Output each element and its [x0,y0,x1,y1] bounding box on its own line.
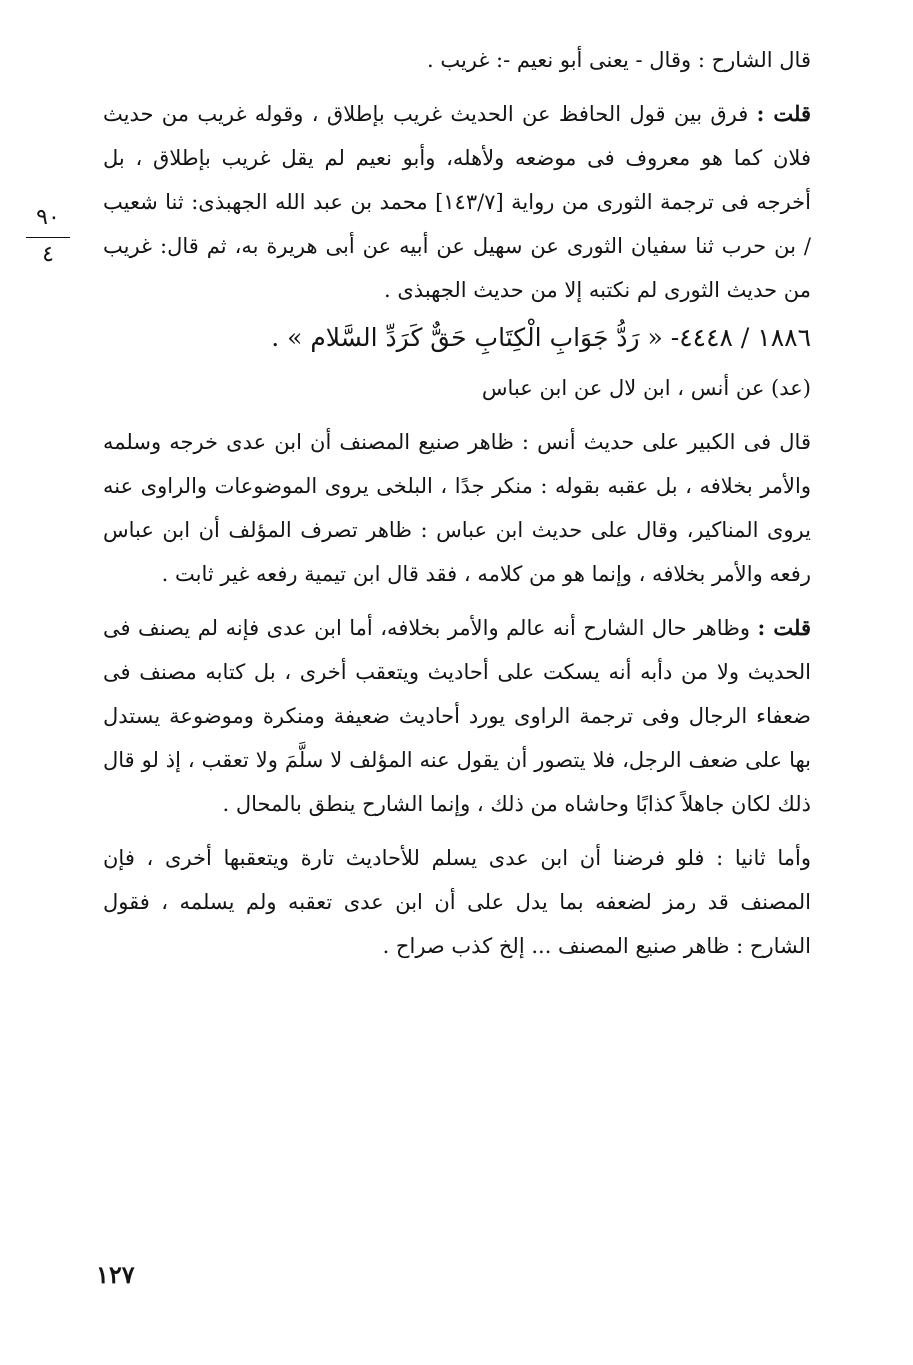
paragraph-3 [103,606,811,826]
hadith-sources: (عد) عن أنس ، ابن لال عن ابن عباس [481,376,811,400]
paragraph-4: وأما ثانيا : فلو فرضنا أن ابن عدى يسلم للأحاديث تارة ويتعقبها أخرى ، فإن المصنف قد رمز لضعفه بما يدل على أن ابن عدى تعقبه ولم يسلمه ، فقول الشارح : ظاهر صنيع المصنف ... إلخ كذب صراح . [103,846,811,958]
margin-ref-top: ٩٠ [36,205,60,230]
page-number: ١٢٧ [96,1260,135,1289]
margin-ref-divider [26,237,70,238]
main-text-top [103,38,811,968]
paragraph-1 [103,92,811,312]
paragraph-2: قال فى الكبير على حديث أنس : ظاهر صنيع المصنف أن ابن عدى خرجه وسلمه والأمر بخلافه ، بل عقبه بقوله : منكر جدًا ، البلخى يروى الموضوعات والراوى عنه يروى المناكير، وقال على حديث ابن عباس : ظاهر تصرف المؤلف أن ابن عباس رفعه والأمر بخلافه ، وإنما هو من كلامه ، فقد قال ابن تيمية رفعه غير ثابت . [103,430,811,586]
paragraph-3-lead: قلت : [757,615,811,640]
margin-ref-bottom: ٤ [42,242,54,267]
hadith-number: ١٨٨٦ / ٤٤٤٨- [670,323,811,352]
margin-volume-page-reference [18,205,78,268]
intro-line: قال الشارح : وقال - يعنى أبو نعيم -: غريب . [426,48,811,72]
paragraph-1-lead: قلت : [756,101,811,126]
hadith-heading [103,316,811,360]
hadith-text: « رَدُّ جَوَابِ الْكِتَابِ حَقٌّ كَرَدِّ السَّلام » . [271,323,663,352]
paragraph-1-body: فرق بين قول الحافظ عن الحديث غريب بإطلاق ، وقوله غريب من حديث فلان كما هو معروف فى موضعه ولأهله، وأبو نعيم لم يقل غريب بإطلاق ، بل أخرجه فى ترجمة الثورى من رواية [١٤٣/٧] محمد بن عبد الله الجهبذى: ثنا شعيب / بن حرب ثنا سفيان الثورى عن سهيل عن أبيه عن أبى هريرة به، ثم قال: غريب من حديث الثورى لم نكتبه إلا من حديث الجهبذى . [103,102,811,302]
paragraph-3-body: وظاهر حال الشارح أنه عالم والأمر بخلافه، أما ابن عدى فإنه لم يصنف فى الحديث ولا من دأبه أنه يسكت على أحاديث ويتعقب أخرى ، بل كتابه مصنف فى ضعفاء الرجال وفى ترجمة الراوى يورد أحاديث ضعيفة ومنكرة وموضوعة يستدل بها على ضعف الرجل، فلا يتصور أن يقول عنه المؤلف لا سلَّمَ ولا تعقب ، إذ لو قال ذلك لكان جاهلاً كذابًا وحاشاه من ذلك ، وإنما الشارح ينطق بالمحال . [103,616,811,816]
